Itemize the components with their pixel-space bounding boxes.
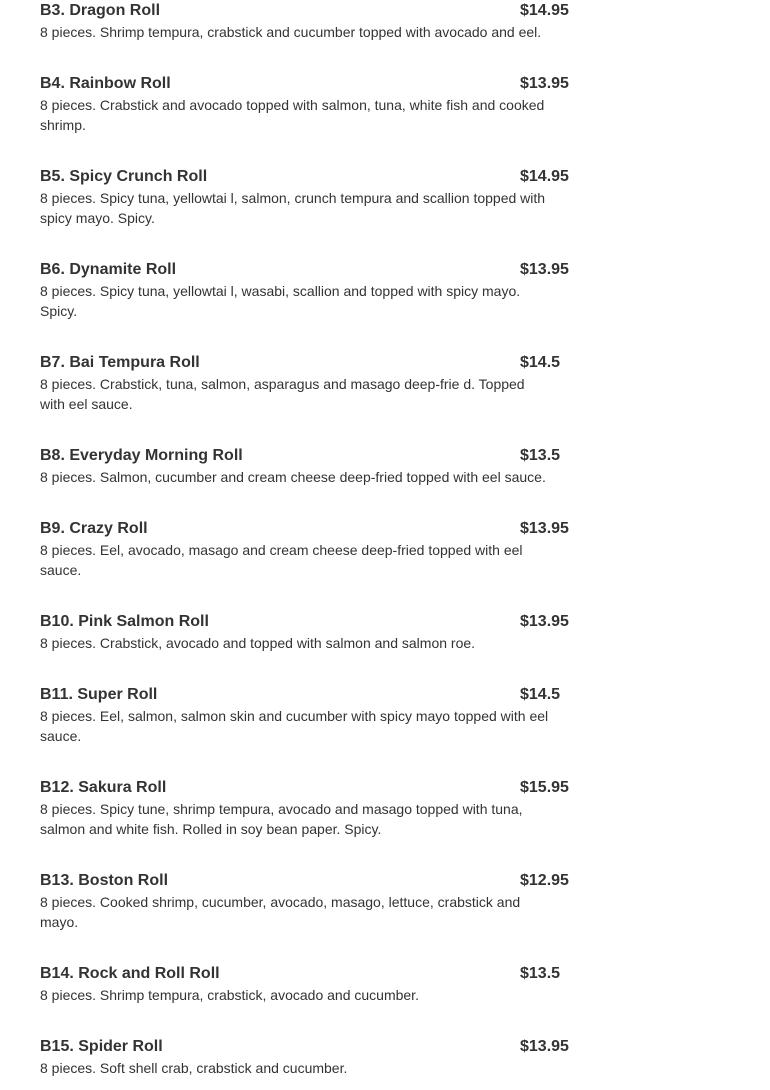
menu-item[interactable] xyxy=(40,1,570,74)
menu-item-name: B5. Spicy Crunch Roll xyxy=(40,168,208,185)
menu-item-header xyxy=(40,1037,570,1057)
menu-item[interactable] xyxy=(40,1037,570,1081)
menu-item-description: 8 pieces. Spicy tune, shrimp tempura, avocado and masago topped with tuna, salmon and white fish. Rolled in soy bean paper. Spicy. xyxy=(40,801,523,837)
menu-item-description: 8 pieces. Spicy tuna, yellowtai l, salmon, crunch tempura and scallion topped with spicy mayo. Spicy. xyxy=(40,190,546,226)
menu-item-header xyxy=(40,1,570,21)
menu-item-header xyxy=(40,964,570,984)
menu-item-header xyxy=(40,353,570,373)
menu-item[interactable] xyxy=(40,446,570,519)
menu-item[interactable] xyxy=(40,964,570,1037)
menu-item-price: $15.95 xyxy=(520,779,569,796)
menu-item-price: $13.95 xyxy=(520,75,569,92)
menu-item-name: B11. Super Roll xyxy=(40,686,158,703)
menu-item-price: $13.95 xyxy=(520,1038,569,1055)
menu-item-description: 8 pieces. Crabstick and avocado topped with salmon, tuna, white fish and cooked shrimp. xyxy=(40,97,545,133)
menu-item-price: $14.5 xyxy=(520,686,561,703)
menu-item-header xyxy=(40,685,570,705)
menu-item[interactable] xyxy=(40,167,570,260)
menu-item-header xyxy=(40,446,570,466)
menu-item[interactable] xyxy=(40,74,570,167)
menu-item[interactable] xyxy=(40,519,570,612)
menu-item-name: B12. Sakura Roll xyxy=(40,779,167,796)
menu-item-price: $13.95 xyxy=(520,261,569,278)
menu-item-description: 8 pieces. Shrimp tempura, crabstick, avocado and cucumber. xyxy=(40,987,419,1003)
menu-item-name: B3. Dragon Roll xyxy=(40,2,161,19)
menu-item-name: B15. Spider Roll xyxy=(40,1038,163,1055)
menu-item-description: 8 pieces. Spicy tuna, yellowtai l, wasabi, scallion and topped with spicy mayo. Spicy. xyxy=(40,283,521,319)
menu-item-price: $12.95 xyxy=(520,872,569,889)
menu-item-name: B13. Boston Roll xyxy=(40,872,169,889)
menu-item-price: $14.5 xyxy=(520,354,561,371)
menu-item-price: $14.95 xyxy=(520,2,569,19)
menu-item-name: B6. Dynamite Roll xyxy=(40,261,177,278)
menu-item-description: 8 pieces. Cooked shrimp, cucumber, avocado, masago, lettuce, crabstick and mayo. xyxy=(40,894,521,930)
menu-item-name: B7. Bai Tempura Roll xyxy=(40,354,200,371)
menu-item[interactable] xyxy=(40,353,570,446)
menu-item-description: 8 pieces. Eel, salmon, salmon skin and cucumber with spicy mayo topped with eel sauce. xyxy=(40,708,549,744)
menu-item-header xyxy=(40,612,570,632)
menu-item-description: 8 pieces. Shrimp tempura, crabstick and cucumber topped with avocado and eel. xyxy=(40,24,542,40)
menu-item[interactable] xyxy=(40,612,570,685)
menu-item-name: B4. Rainbow Roll xyxy=(40,75,171,92)
menu-item-header xyxy=(40,74,570,94)
menu-item-header xyxy=(40,260,570,280)
menu-item-header xyxy=(40,778,570,798)
menu-item-name: B10. Pink Salmon Roll xyxy=(40,613,209,630)
menu-item-price: $13.5 xyxy=(520,447,561,464)
menu-item-name: B9. Crazy Roll xyxy=(40,520,148,537)
menu-item-description: 8 pieces. Soft shell crab, crabstick and cucumber. xyxy=(40,1060,348,1076)
menu-item[interactable] xyxy=(40,871,570,964)
menu-item-price: $13.95 xyxy=(520,613,569,630)
menu-item-list xyxy=(40,1,570,1081)
menu-item-name: B8. Everyday Morning Roll xyxy=(40,447,243,464)
menu-item-description: 8 pieces. Crabstick, tuna, salmon, asparagus and masago deep-frie d. Topped with eel sauce. xyxy=(40,376,525,412)
menu-item[interactable] xyxy=(40,260,570,353)
menu-item-price: $14.95 xyxy=(520,168,569,185)
menu-item-header xyxy=(40,519,570,539)
menu-item-description: 8 pieces. Crabstick, avocado and topped with salmon and salmon roe. xyxy=(40,635,476,651)
menu-item-description: 8 pieces. Eel, avocado, masago and cream cheese deep-fried topped with eel sauce. xyxy=(40,542,523,578)
menu-item[interactable] xyxy=(40,778,570,871)
menu-item-header xyxy=(40,167,570,187)
menu-item-price: $13.5 xyxy=(520,965,561,982)
menu-item-price: $13.95 xyxy=(520,520,569,537)
menu-item-description: 8 pieces. Salmon, cucumber and cream cheese deep-fried topped with eel sauce. xyxy=(40,469,546,485)
menu-item[interactable] xyxy=(40,685,570,778)
menu-item-header xyxy=(40,871,570,891)
menu-item-name: B14. Rock and Roll Roll xyxy=(40,965,220,982)
